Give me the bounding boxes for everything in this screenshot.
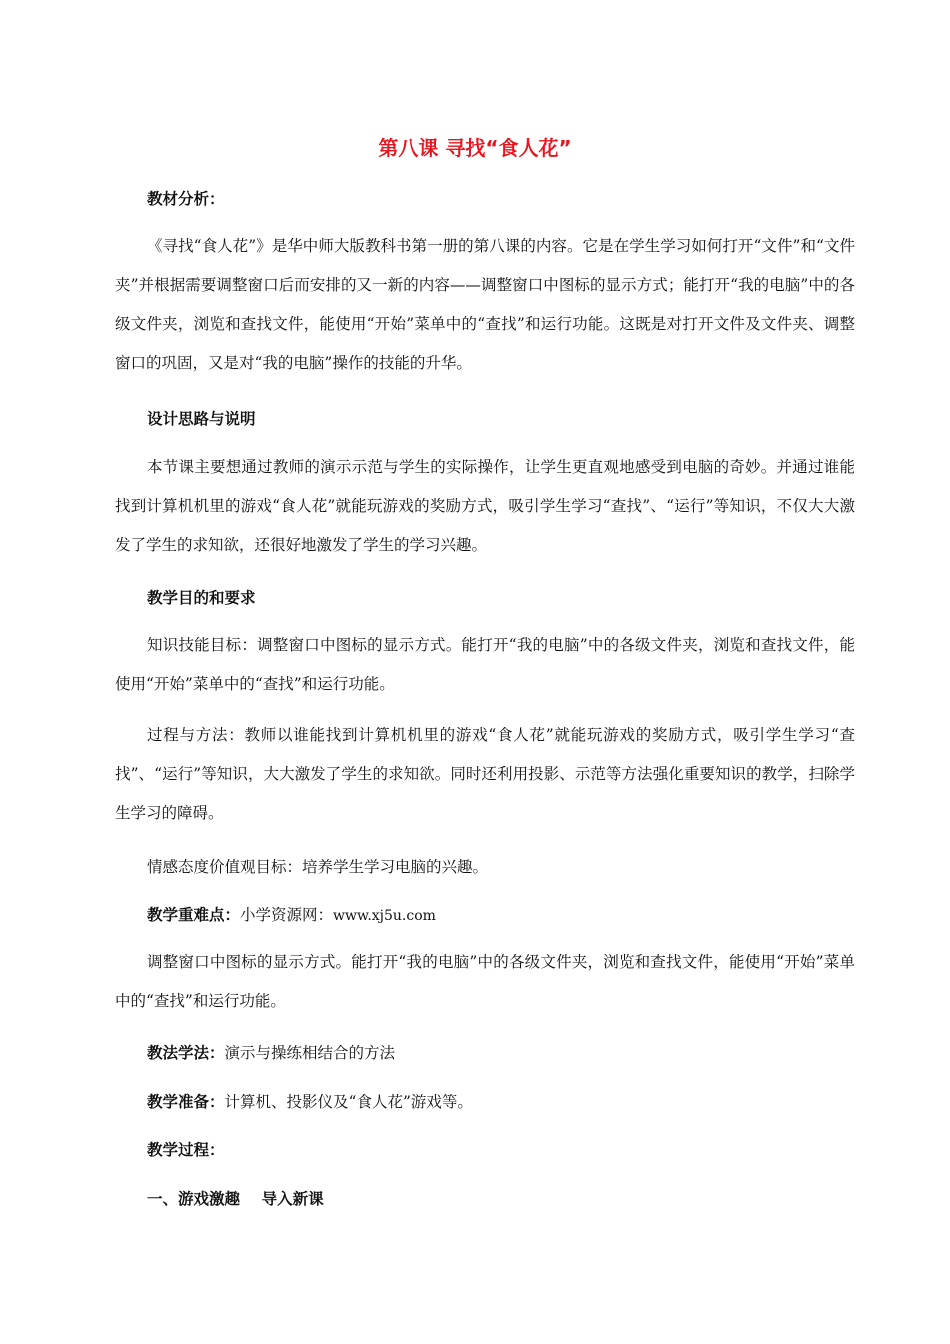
keypoints-line — [147, 903, 436, 928]
keypoints-heading: 教学重难点： — [147, 906, 241, 924]
method-line — [147, 1041, 395, 1065]
page-title: 第八课 寻找“食人花” — [378, 136, 572, 160]
prep-heading: 教学准备： — [147, 1093, 225, 1111]
goals-heading: 教学目的和要求 — [147, 589, 256, 607]
prep-text: 计算机、投影仪及“食人花”游戏等。 — [224, 1093, 473, 1111]
method-text: 演示与操练相结合的方法 — [224, 1044, 396, 1062]
design-heading: 设计思路与说明 — [147, 410, 256, 428]
goal-knowledge-paragraph: 知识技能目标：调整窗口中图标的显示方式。能打开“我的电脑”中的各级文件夹，浏览和查找文件，能使用“开始”菜单中的“查找”和运行功能。 — [115, 636, 855, 693]
goal-process-paragraph: 过程与方法：教师以谁能找到计算机机里的游戏“食人花”就能玩游戏的奖励方式，吸引学生学习“查找”、“运行”等知识，大大激发了学生的求知欲。同时还利用投影、示范等方法强化重要知识的教学，扫除学生学习的障碍。 — [115, 726, 855, 822]
analysis-heading: 教材分析： — [147, 190, 225, 208]
analysis-paragraph: 《寻找“食人花”》是华中师大版教科书第一册的第八课的内容。它是在学生学习如何打开“文件”和“文件夹”并根据需要调整窗口后而安排的又一新的内容——调整窗口中图标的显示方式；能打开“我的电脑”中的各级文件夹，浏览和查找文件，能使用“开始”菜单中的“查找”和运行功能。这既是对打开文件及文件夹、调整窗口的巩固，又是对“我的电脑”操作的技能的升华。 — [115, 237, 855, 372]
site-url: www.xj5u.com — [333, 908, 436, 924]
keypoints-paragraph: 调整窗口中图标的显示方式。能打开“我的电脑”中的各级文件夹，浏览和查找文件，能使用“开始”菜单中的“查找”和运行功能。 — [115, 953, 855, 1010]
site-label: 小学资源网： — [240, 906, 334, 924]
goal-emotion-line: 情感态度价值观目标：培养学生学习电脑的兴趣。 — [147, 858, 489, 876]
step1-heading: 一、游戏激趣 导入新课 — [147, 1190, 324, 1208]
design-paragraph: 本节课主要想通过教师的演示示范与学生的实际操作，让学生更直观地感受到电脑的奇妙。并通过谁能找到计算机机里的游戏“食人花”就能玩游戏的奖励方式，吸引学生学习“查找”、“运行”等知识，不仅大大激发了学生的求知欲，还很好地激发了学生的学习兴趣。 — [115, 458, 855, 554]
process-heading: 教学过程： — [147, 1141, 225, 1159]
prep-line — [147, 1090, 473, 1114]
method-heading: 教法学法： — [147, 1044, 225, 1062]
